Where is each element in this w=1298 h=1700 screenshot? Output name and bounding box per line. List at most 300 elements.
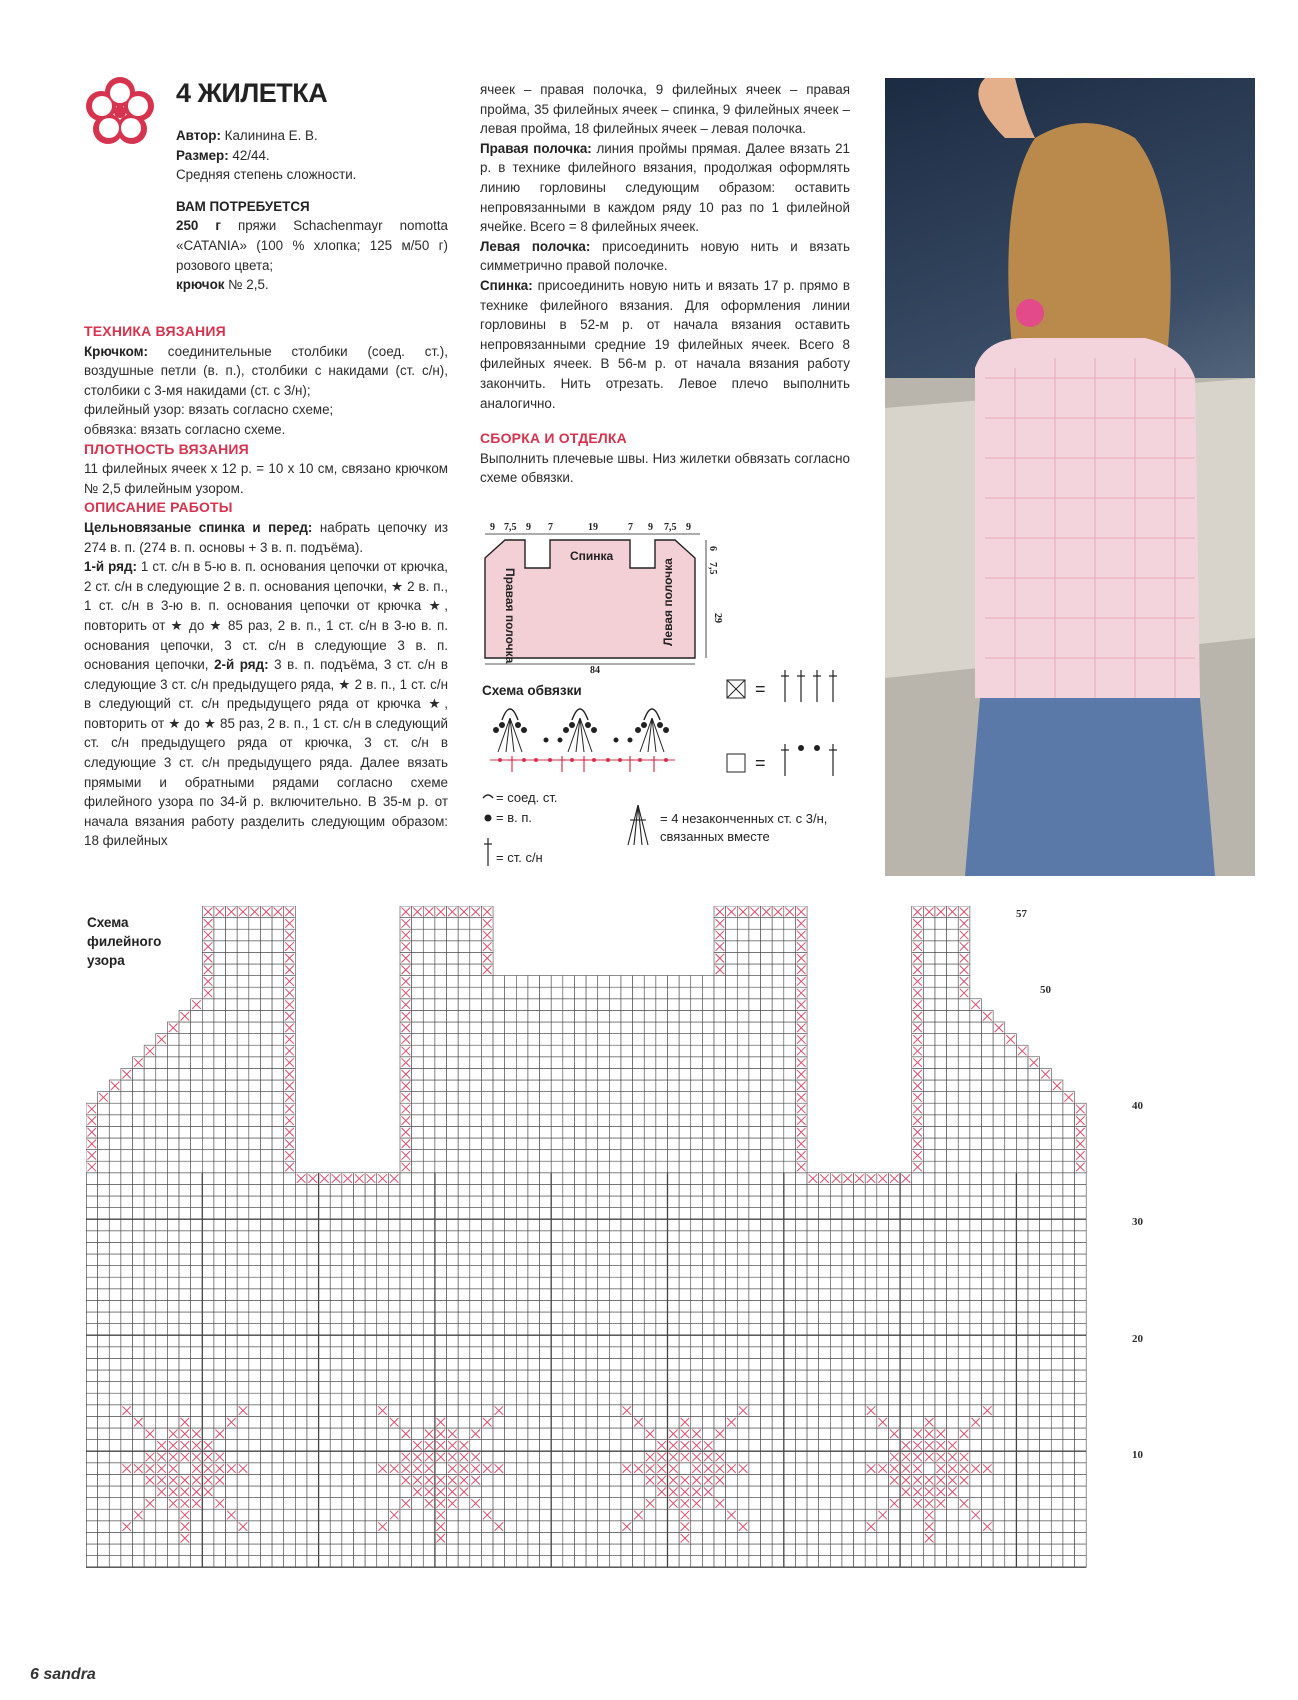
filet-cell bbox=[749, 1416, 761, 1428]
filet-cell bbox=[202, 1358, 214, 1370]
filet-cell bbox=[295, 1196, 307, 1208]
filet-cell bbox=[98, 1138, 110, 1150]
filet-cell bbox=[621, 1231, 633, 1243]
filet-cell bbox=[970, 1544, 982, 1556]
filet-cell bbox=[1075, 1486, 1087, 1498]
filet-cell bbox=[923, 1463, 935, 1475]
filet-cell bbox=[877, 1196, 889, 1208]
filet-cell bbox=[761, 987, 773, 999]
filet-cell bbox=[191, 1034, 203, 1046]
filet-cell bbox=[202, 1544, 214, 1556]
filet-cell bbox=[458, 964, 470, 976]
filet-cell bbox=[272, 1370, 284, 1382]
filet-cell bbox=[644, 1521, 656, 1533]
filet-cell bbox=[423, 1196, 435, 1208]
filet-cell bbox=[540, 1080, 552, 1092]
filet-cell bbox=[1028, 1161, 1040, 1173]
filet-cell bbox=[784, 1010, 796, 1022]
filet-cell bbox=[121, 1161, 133, 1173]
filet-cell bbox=[1005, 1173, 1017, 1185]
filet-cell bbox=[295, 1405, 307, 1417]
filet-cell bbox=[179, 1405, 191, 1417]
filet-cell bbox=[319, 1521, 331, 1533]
filet-cell bbox=[830, 1335, 842, 1347]
filet-cell bbox=[772, 1196, 784, 1208]
filet-cell bbox=[982, 1208, 994, 1220]
filet-cell bbox=[214, 1266, 226, 1278]
filet-cell bbox=[1028, 1416, 1040, 1428]
filet-cell bbox=[179, 1184, 191, 1196]
filet-cell bbox=[1040, 1382, 1052, 1394]
filet-cell bbox=[923, 1219, 935, 1231]
filet-cell bbox=[481, 1312, 493, 1324]
filet-cell bbox=[1040, 1208, 1052, 1220]
filet-cell bbox=[714, 1312, 726, 1324]
filet-cell bbox=[1063, 1463, 1075, 1475]
filet-cell bbox=[691, 999, 703, 1011]
filet-cell bbox=[749, 1532, 761, 1544]
filet-cell bbox=[377, 1393, 389, 1405]
filet-cell bbox=[447, 1057, 459, 1069]
filet-cell bbox=[505, 1335, 517, 1347]
filet-cell bbox=[923, 1092, 935, 1104]
filet-cell bbox=[133, 1440, 145, 1452]
filet-cell bbox=[784, 1312, 796, 1324]
filet-cell bbox=[353, 1300, 365, 1312]
filet-cell bbox=[609, 1242, 621, 1254]
filet-cell bbox=[295, 1312, 307, 1324]
filet-cell bbox=[1051, 1498, 1063, 1510]
filet-cell bbox=[982, 1556, 994, 1568]
filet-cell bbox=[563, 1057, 575, 1069]
filet-cell bbox=[656, 1289, 668, 1301]
filet-cell bbox=[516, 1312, 528, 1324]
filet-cell bbox=[249, 999, 261, 1011]
filet-cell bbox=[551, 1405, 563, 1417]
filet-cell bbox=[133, 1115, 145, 1127]
filet-cell bbox=[598, 1347, 610, 1359]
filet-cell bbox=[423, 964, 435, 976]
filet-cell bbox=[691, 1544, 703, 1556]
filet-cell bbox=[295, 1382, 307, 1394]
filet-cell bbox=[807, 1266, 819, 1278]
filet-cell bbox=[540, 1532, 552, 1544]
filet-cell bbox=[493, 1451, 505, 1463]
filet-cell bbox=[1040, 1173, 1052, 1185]
filet-cell bbox=[191, 1266, 203, 1278]
filet-cell bbox=[1005, 1289, 1017, 1301]
filet-cell bbox=[156, 1173, 168, 1185]
filet-cell bbox=[528, 1509, 540, 1521]
filet-cell bbox=[319, 1312, 331, 1324]
filet-cell bbox=[388, 1498, 400, 1510]
filet-cell bbox=[493, 1358, 505, 1370]
filet-cell bbox=[1028, 1068, 1040, 1080]
filet-cell bbox=[749, 1509, 761, 1521]
filet-cell bbox=[377, 1451, 389, 1463]
filet-cell bbox=[842, 1231, 854, 1243]
filet-cell bbox=[412, 1289, 424, 1301]
filet-cell bbox=[819, 1184, 831, 1196]
filet-cell bbox=[167, 1347, 179, 1359]
filet-cell bbox=[598, 1219, 610, 1231]
filet-cell bbox=[493, 1486, 505, 1498]
filet-cell bbox=[865, 1498, 877, 1510]
filet-cell bbox=[435, 1382, 447, 1394]
filet-cell bbox=[272, 1115, 284, 1127]
filet-cell bbox=[668, 1416, 680, 1428]
filet-cell bbox=[795, 1219, 807, 1231]
filet-cell bbox=[923, 1161, 935, 1173]
filet-cell bbox=[784, 1463, 796, 1475]
filet-cell bbox=[516, 1358, 528, 1370]
filet-cell bbox=[307, 1509, 319, 1521]
filet-cell bbox=[447, 1010, 459, 1022]
filet-cell bbox=[412, 1057, 424, 1069]
filet-cell bbox=[191, 1335, 203, 1347]
filet-cell bbox=[481, 1045, 493, 1057]
filet-cell bbox=[319, 1358, 331, 1370]
filet-cell bbox=[493, 1022, 505, 1034]
filet-cell bbox=[726, 1440, 738, 1452]
filet-cell bbox=[342, 1393, 354, 1405]
filet-cell bbox=[633, 1324, 645, 1336]
filet-cell bbox=[377, 1254, 389, 1266]
technique-line3: обвязка: вязать согласно схеме. bbox=[84, 421, 286, 437]
filet-cell bbox=[947, 1103, 959, 1115]
filet-cell bbox=[761, 1080, 773, 1092]
filet-cell bbox=[656, 976, 668, 988]
filet-cell bbox=[749, 1092, 761, 1104]
filet-cell bbox=[784, 1068, 796, 1080]
filet-cell bbox=[1028, 1312, 1040, 1324]
filet-cell bbox=[423, 1312, 435, 1324]
filet-cell bbox=[295, 1184, 307, 1196]
svg-text:=: = bbox=[755, 753, 766, 773]
filet-cell bbox=[912, 1289, 924, 1301]
filet-cell bbox=[214, 1312, 226, 1324]
filet-cell bbox=[551, 1451, 563, 1463]
filet-cell bbox=[144, 1161, 156, 1173]
filet-cell bbox=[237, 1010, 249, 1022]
filet-cell bbox=[935, 1544, 947, 1556]
filet-cell bbox=[970, 1440, 982, 1452]
filet-cell bbox=[702, 1300, 714, 1312]
filet-cell bbox=[714, 1266, 726, 1278]
filet-cell bbox=[923, 1266, 935, 1278]
filet-cell bbox=[1051, 1416, 1063, 1428]
filet-cell bbox=[1016, 1184, 1028, 1196]
filet-cell bbox=[1051, 1370, 1063, 1382]
filet-cell bbox=[784, 1080, 796, 1092]
filet-cell bbox=[982, 1300, 994, 1312]
filet-cell bbox=[598, 1022, 610, 1034]
filet-cell bbox=[156, 1347, 168, 1359]
filet-cell bbox=[970, 1219, 982, 1231]
filet-cell bbox=[133, 1068, 145, 1080]
filet-cell bbox=[284, 1289, 296, 1301]
filet-cell bbox=[284, 1231, 296, 1243]
filet-cell bbox=[563, 1068, 575, 1080]
filet-cell bbox=[505, 1300, 517, 1312]
filet-cell bbox=[191, 1045, 203, 1057]
filet-cell bbox=[202, 1103, 214, 1115]
filet-cell bbox=[714, 1150, 726, 1162]
filet-cell bbox=[842, 1486, 854, 1498]
filet-cell bbox=[807, 1335, 819, 1347]
filet-cell bbox=[435, 1242, 447, 1254]
filet-cell bbox=[993, 1393, 1005, 1405]
filet-cell bbox=[982, 1324, 994, 1336]
filet-cell bbox=[144, 1347, 156, 1359]
filet-cell bbox=[644, 1150, 656, 1162]
filet-cell bbox=[749, 1486, 761, 1498]
filet-cell bbox=[481, 1532, 493, 1544]
filet-cell bbox=[377, 1416, 389, 1428]
filet-cell bbox=[412, 1208, 424, 1220]
filet-cell bbox=[574, 1196, 586, 1208]
filet-cell bbox=[621, 1440, 633, 1452]
filet-cell bbox=[598, 1463, 610, 1475]
filet-cell bbox=[423, 1138, 435, 1150]
filet-cell bbox=[423, 976, 435, 988]
filet-cell bbox=[737, 1277, 749, 1289]
filet-cell bbox=[958, 1057, 970, 1069]
filet-cell bbox=[772, 1092, 784, 1104]
filet-cell bbox=[540, 1521, 552, 1533]
filet-cell bbox=[307, 1208, 319, 1220]
filet-cell bbox=[214, 1370, 226, 1382]
filet-cell bbox=[377, 1544, 389, 1556]
filet-cell bbox=[551, 1208, 563, 1220]
filet-cell bbox=[551, 1150, 563, 1162]
filet-cell bbox=[144, 1556, 156, 1568]
filet-cell bbox=[435, 1138, 447, 1150]
filet-cell bbox=[737, 1184, 749, 1196]
filet-cell bbox=[958, 1138, 970, 1150]
filet-cell bbox=[970, 1184, 982, 1196]
filet-cell bbox=[540, 1544, 552, 1556]
filet-cell bbox=[621, 1498, 633, 1510]
filet-cell bbox=[249, 929, 261, 941]
filet-cell bbox=[86, 1370, 98, 1382]
filet-cell bbox=[598, 1440, 610, 1452]
filet-cell bbox=[133, 1405, 145, 1417]
filet-cell bbox=[1040, 1405, 1052, 1417]
filet-cell bbox=[772, 918, 784, 930]
filet-cell bbox=[842, 1208, 854, 1220]
filet-cell bbox=[202, 1532, 214, 1544]
filet-cell bbox=[854, 1370, 866, 1382]
filet-cell bbox=[1040, 1092, 1052, 1104]
filet-cell bbox=[493, 1219, 505, 1231]
filet-cell bbox=[726, 1405, 738, 1417]
filet-cell bbox=[737, 1474, 749, 1486]
filet-cell bbox=[935, 976, 947, 988]
filet-cell bbox=[621, 1509, 633, 1521]
filet-cell bbox=[586, 1463, 598, 1475]
filet-cell bbox=[237, 1022, 249, 1034]
filet-cell bbox=[1005, 1347, 1017, 1359]
filet-cell bbox=[470, 1068, 482, 1080]
filet-cell bbox=[156, 1231, 168, 1243]
filet-cell bbox=[156, 1335, 168, 1347]
filet-cell bbox=[1051, 1219, 1063, 1231]
filet-cell bbox=[109, 1416, 121, 1428]
filet-cell bbox=[1016, 1556, 1028, 1568]
filet-cell bbox=[993, 1103, 1005, 1115]
filet-cell bbox=[726, 1486, 738, 1498]
filet-cell bbox=[830, 1393, 842, 1405]
filet-cell bbox=[1063, 1208, 1075, 1220]
filet-cell bbox=[307, 1451, 319, 1463]
filet-cell bbox=[447, 1358, 459, 1370]
filet-cell bbox=[540, 1266, 552, 1278]
filet-cell bbox=[993, 1521, 1005, 1533]
filet-cell bbox=[737, 1231, 749, 1243]
filet-cell bbox=[249, 1428, 261, 1440]
filet-cell bbox=[947, 1150, 959, 1162]
filet-cell bbox=[737, 1045, 749, 1057]
filet-cell bbox=[86, 1416, 98, 1428]
filet-cell bbox=[819, 1416, 831, 1428]
filet-cell bbox=[982, 1509, 994, 1521]
filet-cell bbox=[737, 1324, 749, 1336]
filet-cell bbox=[1063, 1254, 1075, 1266]
filet-cell bbox=[447, 1150, 459, 1162]
author-value: Калинина Е. В. bbox=[220, 128, 318, 143]
filet-cell bbox=[226, 1428, 238, 1440]
filet-cell bbox=[668, 1173, 680, 1185]
filet-cell bbox=[714, 1045, 726, 1057]
filet-cell bbox=[493, 1416, 505, 1428]
filet-cell bbox=[319, 1289, 331, 1301]
filet-cell bbox=[749, 1068, 761, 1080]
filet-cell bbox=[830, 1370, 842, 1382]
filet-cell bbox=[458, 1335, 470, 1347]
filet-cell bbox=[249, 1057, 261, 1069]
filet-cell bbox=[167, 1068, 179, 1080]
filet-cell bbox=[621, 1034, 633, 1046]
filet-cell bbox=[656, 1080, 668, 1092]
filet-cell bbox=[330, 1498, 342, 1510]
filet-cell bbox=[609, 1486, 621, 1498]
filet-cell bbox=[958, 999, 970, 1011]
filet-cell bbox=[900, 1266, 912, 1278]
filet-cell bbox=[644, 1347, 656, 1359]
filet-cell bbox=[598, 1382, 610, 1394]
filet-cell bbox=[935, 1300, 947, 1312]
filet-cell bbox=[574, 1034, 586, 1046]
filet-cell bbox=[1063, 1509, 1075, 1521]
filet-cell bbox=[923, 987, 935, 999]
filet-cell bbox=[191, 1556, 203, 1568]
filet-cell bbox=[795, 1428, 807, 1440]
filet-cell bbox=[226, 1324, 238, 1336]
filet-cell bbox=[598, 1393, 610, 1405]
filet-cell bbox=[679, 1289, 691, 1301]
filet-cell bbox=[447, 952, 459, 964]
filet-cell bbox=[691, 1324, 703, 1336]
filet-cell bbox=[691, 987, 703, 999]
filet-cell bbox=[319, 1254, 331, 1266]
filet-cell bbox=[284, 1208, 296, 1220]
filet-cell bbox=[481, 1300, 493, 1312]
left-column bbox=[176, 126, 448, 295]
filet-cell bbox=[191, 1544, 203, 1556]
filet-cell bbox=[574, 1393, 586, 1405]
filet-cell bbox=[668, 1242, 680, 1254]
filet-cell bbox=[86, 1347, 98, 1359]
filet-cell bbox=[970, 1103, 982, 1115]
filet-cell bbox=[563, 1219, 575, 1231]
filet-cell bbox=[470, 1034, 482, 1046]
filet-cell bbox=[342, 1382, 354, 1394]
filet-cell bbox=[795, 1416, 807, 1428]
filet-cell bbox=[761, 1010, 773, 1022]
filet-cell bbox=[330, 1219, 342, 1231]
filet-cell bbox=[121, 1312, 133, 1324]
filet-cell bbox=[633, 1103, 645, 1115]
filet-cell bbox=[923, 918, 935, 930]
filet-cell bbox=[133, 1358, 145, 1370]
filet-cell bbox=[935, 1358, 947, 1370]
filet-cell bbox=[749, 1544, 761, 1556]
filet-cell bbox=[679, 1324, 691, 1336]
filet-cell bbox=[644, 1324, 656, 1336]
filet-cell bbox=[598, 1010, 610, 1022]
filet-cell bbox=[888, 1219, 900, 1231]
filet-cell bbox=[784, 976, 796, 988]
filet-cell bbox=[505, 1440, 517, 1452]
filet-cell bbox=[702, 1196, 714, 1208]
filet-cell bbox=[121, 1103, 133, 1115]
filet-cell bbox=[749, 1277, 761, 1289]
filet-cell bbox=[540, 1312, 552, 1324]
left-front-text: присоединить новую нить и вязать симметрично правой полочке. bbox=[480, 238, 850, 274]
filet-cell bbox=[609, 1335, 621, 1347]
filet-cell bbox=[214, 941, 226, 953]
filet-cell bbox=[761, 1103, 773, 1115]
filet-cell bbox=[621, 1115, 633, 1127]
filet-cell bbox=[319, 1324, 331, 1336]
filet-cell bbox=[749, 999, 761, 1011]
filet-cell bbox=[691, 1405, 703, 1417]
filet-cell bbox=[563, 1103, 575, 1115]
filet-cell bbox=[342, 1196, 354, 1208]
filet-cell bbox=[249, 1300, 261, 1312]
filet-cell bbox=[528, 1521, 540, 1533]
filet-cell bbox=[795, 1312, 807, 1324]
filet-cell bbox=[633, 1300, 645, 1312]
filet-cell bbox=[935, 1509, 947, 1521]
filet-cell bbox=[1016, 1161, 1028, 1173]
filet-cell bbox=[516, 1463, 528, 1475]
filet-cell bbox=[563, 1416, 575, 1428]
filet-cell bbox=[912, 1173, 924, 1185]
filet-cell bbox=[993, 1092, 1005, 1104]
filet-cell bbox=[679, 1022, 691, 1034]
filet-cell bbox=[272, 976, 284, 988]
filet-cell bbox=[621, 1126, 633, 1138]
filet-cell bbox=[958, 1219, 970, 1231]
filet-cell bbox=[272, 1486, 284, 1498]
filet-cell bbox=[481, 1126, 493, 1138]
filet-cell bbox=[563, 1300, 575, 1312]
filet-cell bbox=[644, 1173, 656, 1185]
filet-cell bbox=[993, 1115, 1005, 1127]
filet-cell bbox=[1051, 1300, 1063, 1312]
